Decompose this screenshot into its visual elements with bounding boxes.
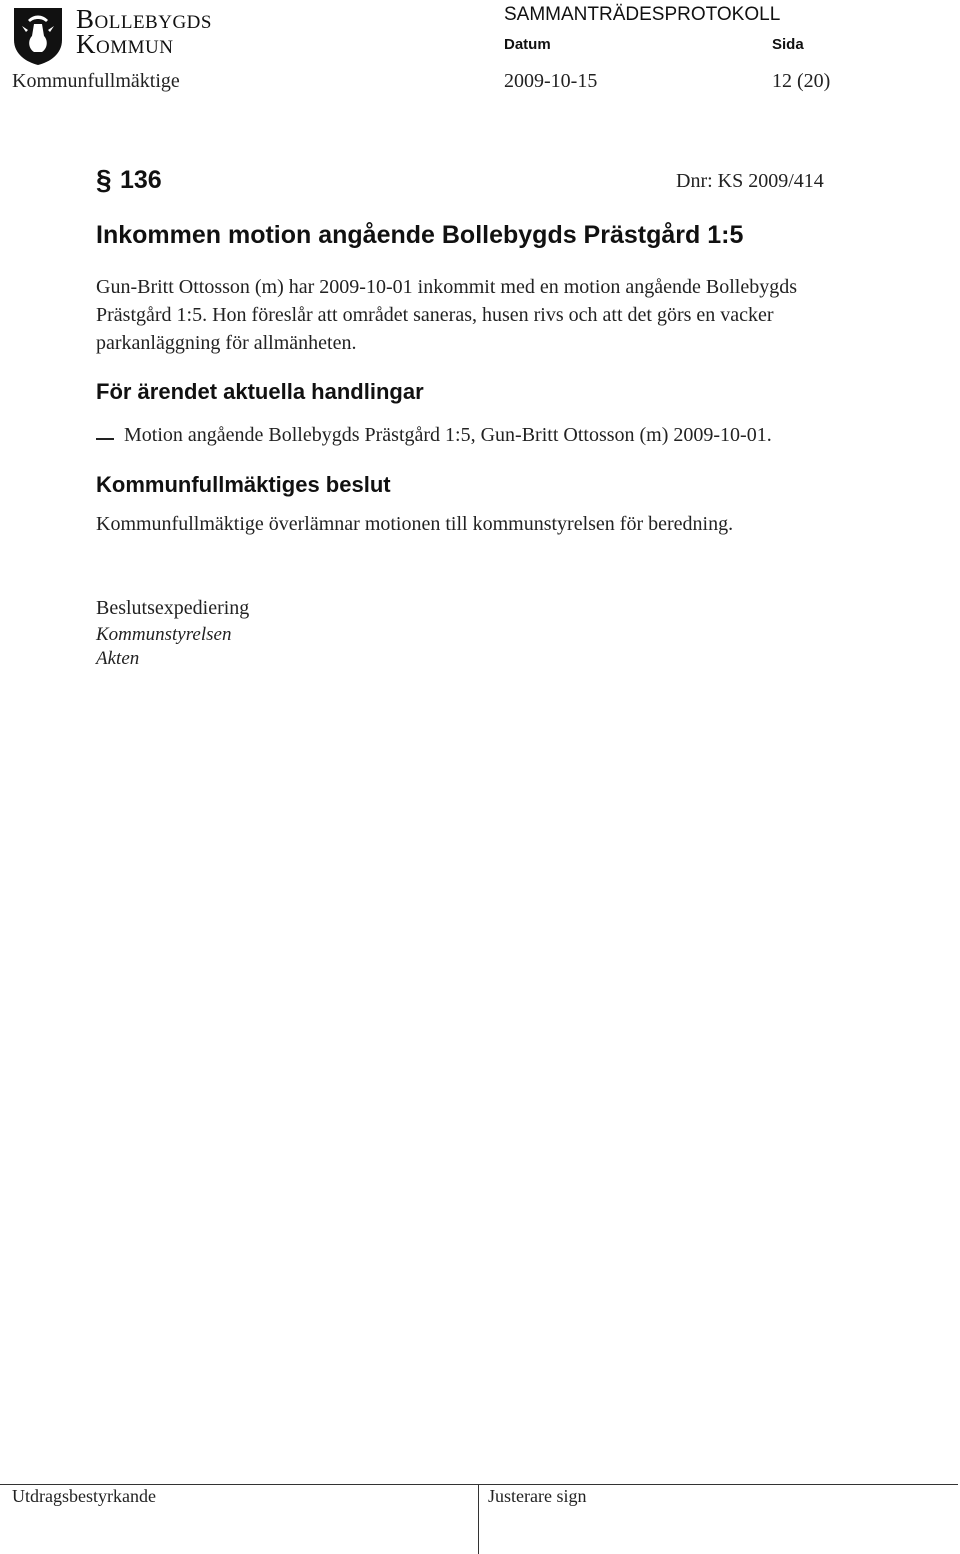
recipient: Kommunstyrelsen xyxy=(96,624,232,645)
meeting-date: 2009-10-15 xyxy=(504,70,598,92)
body-name: Kommunfullmäktige xyxy=(12,70,180,92)
date-label: Datum xyxy=(504,36,551,53)
footer-certification-label: Utdragsbestyrkande xyxy=(12,1486,156,1506)
page-number: 12 (20) xyxy=(772,70,831,92)
section-title: Inkommen motion angående Bollebygds Prästgård 1:5 xyxy=(96,221,744,249)
recipient: Akten xyxy=(96,648,140,669)
footer-adjuster-label: Justerare sign xyxy=(488,1486,587,1506)
page-label: Sida xyxy=(772,36,804,53)
logo-text-line1: Bollebygds xyxy=(76,4,212,34)
intro-line: parkanläggning för allmänheten. xyxy=(96,332,357,354)
footer-divider xyxy=(0,1484,958,1485)
municipality-crest-icon xyxy=(12,6,64,66)
intro-line: Gun-Britt Ottosson (m) har 2009-10-01 inkommit med en motion angående Bollebygds xyxy=(96,276,798,298)
diary-number: Dnr: KS 2009/414 xyxy=(676,170,824,192)
intro-line: Prästgård 1:5. Hon föreslår att området saneras, husen rivs och att det görs en vacker xyxy=(96,304,774,326)
document-item: Motion angående Bollebygds Prästgård 1:5, Gun-Britt Ottosson (m) 2009-10-01. xyxy=(124,424,772,446)
paragraph-number: 136 xyxy=(120,166,162,194)
logo-text-line2: Kommun xyxy=(76,29,174,59)
decision-heading: Kommunfullmäktiges beslut xyxy=(96,472,391,497)
list-dash xyxy=(96,438,114,440)
expedition-heading: Beslutsexpediering xyxy=(96,597,250,619)
footer-column-separator xyxy=(478,1484,479,1554)
paragraph-sign: § xyxy=(96,164,112,195)
document-type: SAMMANTRÄDESPROTOKOLL xyxy=(504,4,781,25)
documents-heading: För ärendet aktuella handlingar xyxy=(96,379,424,404)
decision-text: Kommunfullmäktige överlämnar motionen till kommunstyrelsen för beredning. xyxy=(96,513,734,535)
